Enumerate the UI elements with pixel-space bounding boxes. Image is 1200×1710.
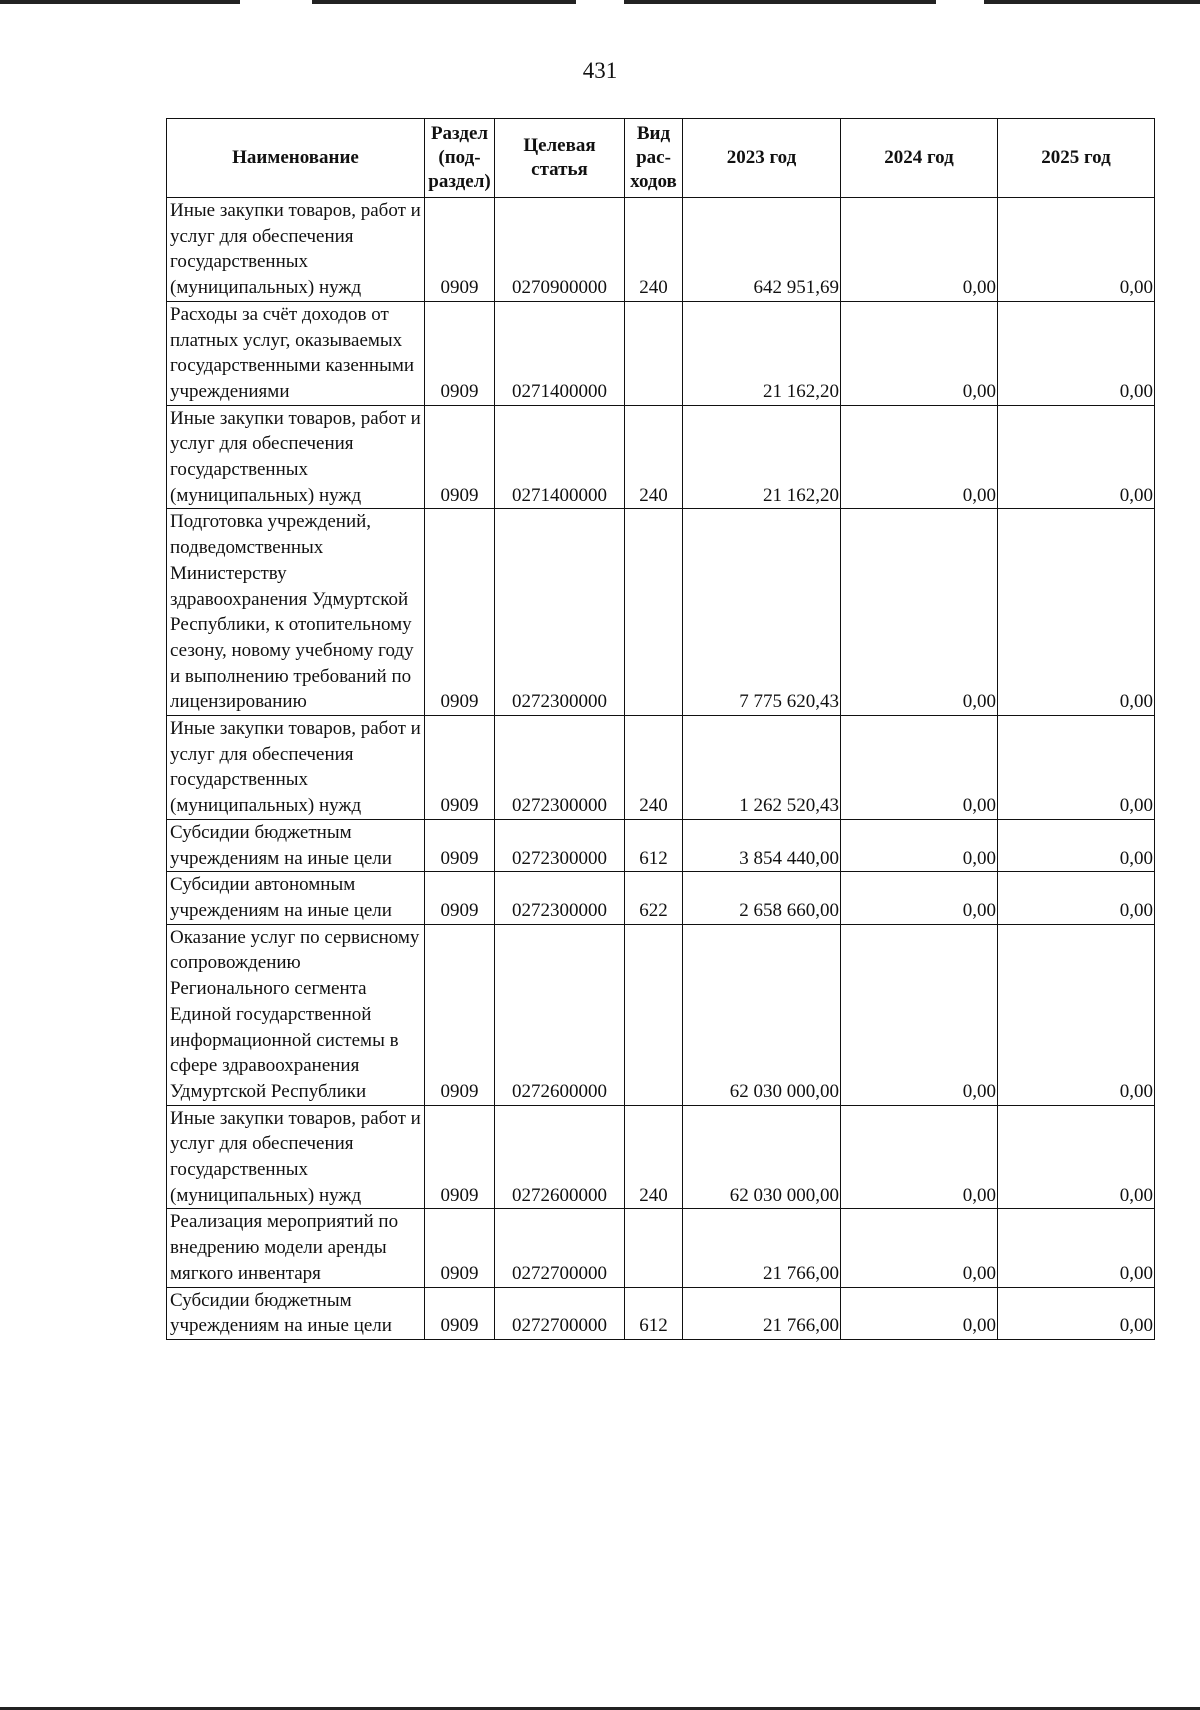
row-2024: 0,00 [841, 509, 998, 716]
row-2025: 0,00 [998, 198, 1155, 302]
row-name: Субсидии бюджетным учреждениям на иные цели [167, 1287, 425, 1339]
row-2024: 0,00 [841, 1209, 998, 1287]
budget-table [166, 118, 1155, 1340]
row-name: Реализация мероприятий по внедрению модели аренды мягкого инвентаря [167, 1209, 425, 1287]
row-section: 0909 [425, 1105, 495, 1209]
row-2023: 2 658 660,00 [683, 872, 841, 924]
row-section: 0909 [425, 872, 495, 924]
header-2024: 2024 год [841, 119, 998, 198]
row-section: 0909 [425, 1209, 495, 1287]
page-number: 431 [582, 58, 618, 83]
row-2025: 0,00 [998, 819, 1155, 871]
row-target: 0272300000 [495, 716, 625, 820]
row-name: Подготовка учреждений, подведомственных Министерству здравоохранения Удмуртской Республики, к отопительному сезону, новому учебному году и выполнению требований по лицензированию [167, 509, 425, 716]
row-2025: 0,00 [998, 872, 1155, 924]
row-2025: 0,00 [998, 509, 1155, 716]
row-name: Расходы за счёт доходов от платных услуг, оказываемых государственными казенными учреждениями [167, 301, 425, 405]
row-2024: 0,00 [841, 872, 998, 924]
row-section: 0909 [425, 198, 495, 302]
table-row [167, 1105, 1155, 1209]
row-2024: 0,00 [841, 405, 998, 509]
row-2025: 0,00 [998, 1287, 1155, 1339]
row-name: Иные закупки товаров, работ и услуг для обеспечения государственных (муниципальных) нужд [167, 405, 425, 509]
row-section: 0909 [425, 716, 495, 820]
row-target: 0272300000 [495, 819, 625, 871]
table-row [167, 716, 1155, 820]
row-kind: 612 [625, 819, 683, 871]
row-kind [625, 301, 683, 405]
row-kind: 240 [625, 405, 683, 509]
scan-edge-top [0, 0, 1200, 4]
header-row [167, 119, 1155, 198]
row-target: 0272700000 [495, 1209, 625, 1287]
row-target: 0272600000 [495, 1105, 625, 1209]
table-row [167, 301, 1155, 405]
row-2024: 0,00 [841, 301, 998, 405]
row-target: 0272700000 [495, 1287, 625, 1339]
row-2023: 3 854 440,00 [683, 819, 841, 871]
row-section: 0909 [425, 924, 495, 1105]
row-2024: 0,00 [841, 1105, 998, 1209]
header-2023: 2023 год [683, 119, 841, 198]
row-2025: 0,00 [998, 405, 1155, 509]
row-2024: 0,00 [841, 1287, 998, 1339]
row-kind [625, 1209, 683, 1287]
header-section: Раздел (под-раздел) [425, 119, 495, 198]
row-name: Иные закупки товаров, работ и услуг для обеспечения государственных (муниципальных) нужд [167, 198, 425, 302]
row-2025: 0,00 [998, 716, 1155, 820]
row-2024: 0,00 [841, 198, 998, 302]
row-2024: 0,00 [841, 924, 998, 1105]
row-section: 0909 [425, 405, 495, 509]
row-2023: 21 162,20 [683, 405, 841, 509]
table-row [167, 1287, 1155, 1339]
row-2025: 0,00 [998, 1105, 1155, 1209]
row-target: 0272300000 [495, 872, 625, 924]
header-2025: 2025 год [998, 119, 1155, 198]
row-kind [625, 924, 683, 1105]
row-2023: 21 766,00 [683, 1287, 841, 1339]
row-target: 0271400000 [495, 405, 625, 509]
row-name: Субсидии автономным учреждениям на иные цели [167, 872, 425, 924]
row-target: 0272300000 [495, 509, 625, 716]
header-name: Наименование [167, 119, 425, 198]
row-kind: 612 [625, 1287, 683, 1339]
row-name: Субсидии бюджетным учреждениям на иные цели [167, 819, 425, 871]
table-row [167, 509, 1155, 716]
row-name: Иные закупки товаров, работ и услуг для обеспечения государственных (муниципальных) нужд [167, 1105, 425, 1209]
row-name: Иные закупки товаров, работ и услуг для обеспечения государственных (муниципальных) нужд [167, 716, 425, 820]
row-section: 0909 [425, 819, 495, 871]
row-2023: 62 030 000,00 [683, 924, 841, 1105]
row-target: 0272600000 [495, 924, 625, 1105]
row-2023: 21 766,00 [683, 1209, 841, 1287]
table-row [167, 1209, 1155, 1287]
row-target: 0271400000 [495, 301, 625, 405]
row-2024: 0,00 [841, 716, 998, 820]
row-2023: 21 162,20 [683, 301, 841, 405]
header-target: Целевая статья [495, 119, 625, 198]
table-row [167, 405, 1155, 509]
row-2023: 1 262 520,43 [683, 716, 841, 820]
row-2025: 0,00 [998, 1209, 1155, 1287]
row-2025: 0,00 [998, 301, 1155, 405]
row-2024: 0,00 [841, 819, 998, 871]
row-target: 0270900000 [495, 198, 625, 302]
table-row [167, 872, 1155, 924]
row-2023: 642 951,69 [683, 198, 841, 302]
row-kind: 240 [625, 198, 683, 302]
row-kind: 240 [625, 1105, 683, 1209]
table-row [167, 198, 1155, 302]
row-section: 0909 [425, 509, 495, 716]
row-name: Оказание услуг по сервисному сопровождению Регионального сегмента Единой государственной информационной системы в сфере здравоохранения Удмуртской Республики [167, 924, 425, 1105]
row-2023: 62 030 000,00 [683, 1105, 841, 1209]
row-2025: 0,00 [998, 924, 1155, 1105]
header-kind: Вид рас-ходов [625, 119, 683, 198]
row-kind [625, 509, 683, 716]
table-row [167, 924, 1155, 1105]
row-2023: 7 775 620,43 [683, 509, 841, 716]
table-row [167, 819, 1155, 871]
row-section: 0909 [425, 1287, 495, 1339]
row-section: 0909 [425, 301, 495, 405]
row-kind: 240 [625, 716, 683, 820]
row-kind: 622 [625, 872, 683, 924]
